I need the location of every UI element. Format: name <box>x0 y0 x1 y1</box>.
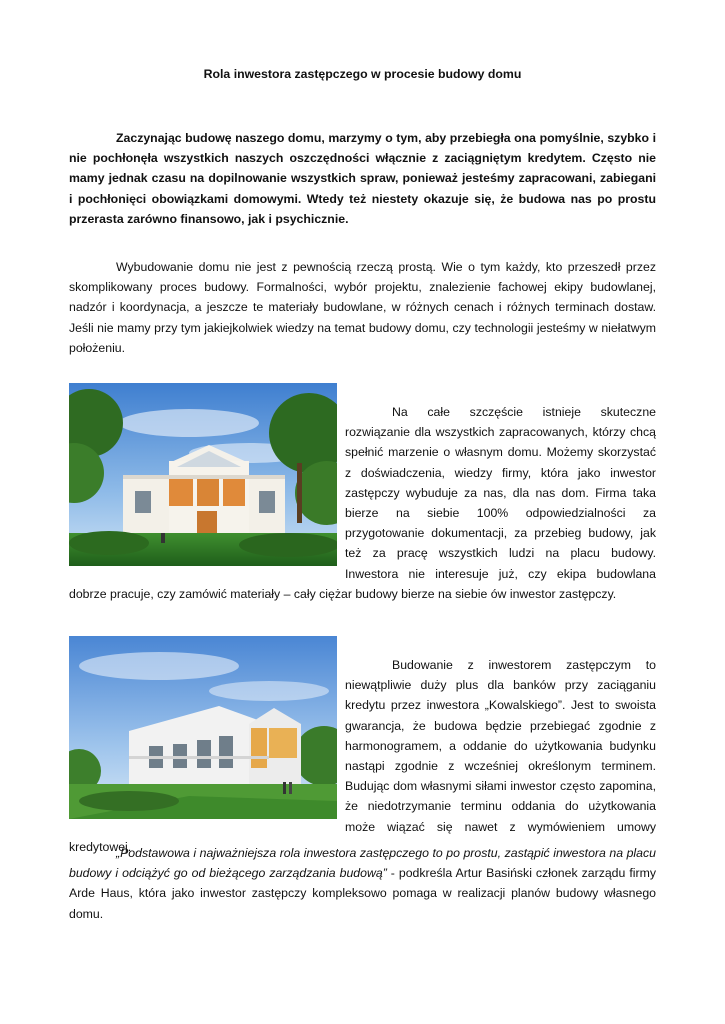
quote-text: „Podstawowa i najważniejsza rola inwestora zastępczego to po prostu, zastąpić inwestora na placu budowy i odciążyć go od bieżącego zarządzania budową” <box>69 846 656 881</box>
paragraph-3-block <box>69 402 656 604</box>
intro-paragraph: Zaczynając budowę naszego domu, marzymy o tym, aby przebiegła ona pomyślnie, szybko i nie pochłonęła wszystkich naszych oszczędności włącznie z zaciągniętym kredytem. Często nie mamy jednak czasu na dopilnowanie wszystkich spraw, ponieważ jesteśmy zapracowani, zabiegani i pochłonięci obowiązkami domowymi. Wtedy też niestety okazuje się, że budowa nas po prostu przerasta zarówno finansowo, jak i psychicznie. <box>69 131 656 226</box>
paragraph-3: Na całe szczęście istnieje skuteczne rozwiązanie dla wszystkich zapracowanych, którzy chcą spełnić marzenie o własnym domu. Możemy skorzystać z doświadczenia, wiedzy firmy, która jako inwestor zastępczy wybuduje za nas, dla nas dom. Firma taka bierze na siebie 100% odpowiedzialności za przygotowanie dokumentacji, za przebieg budowy, jak też za pracę wszystkich ludzi na placu budowy. Inwestora nie interesuje już, czy ekipa budowlana dobrze pracuje, czy zamówić materiały – cały ciężar budowy bierze na siebie ów inwestor zastępczy. <box>69 405 656 601</box>
paragraph-4-block <box>69 655 656 857</box>
quote-attribution: - podkreśla Artur Basiński członek zarządu firmy Arde Haus, która jako inwestor zastępczy kompleksowo pomaga w realizacji planów budowy własnego domu. <box>69 866 656 921</box>
quote-paragraph <box>69 843 656 924</box>
document-title: Rola inwestora zastępczego w procesie budowy domu <box>203 67 522 81</box>
paragraph-4: Budowanie z inwestorem zastępczym to niewątpliwie duży plus dla banków przy zaciąganiu kredytu przez inwestora „Kowalskiego”. Jest to swoista gwarancja, że budowa będzie przebiegać zgodnie z harmonogramem, a oddanie do użytkowania budynku nastąpi zgodnie z wcześniej określonym terminem. Budując dom własnymi siłami inwestor często zapomina, że niedotrzymanie terminu oddania do użytkowania może wiązać się nawet z wymówieniem umowy kredytowej. <box>69 658 656 854</box>
paragraph-2: Wybudowanie domu nie jest z pewnością rzeczą prostą. Wie o tym każdy, kto przeszedł przez skomplikowany proces budowy. Formalności, wybór projektu, znalezienie fachowej ekipy budowlanej, nadzór i koordynacja, a jeszcze te materiały budowlane, w różnych cenach i różnych terminach dostaw. Jeśli nie mamy przy tym jakiejkolwiek wiedzy na temat budowy domu, czy technologii jesteśmy w niełatwym położeniu. <box>69 260 656 355</box>
